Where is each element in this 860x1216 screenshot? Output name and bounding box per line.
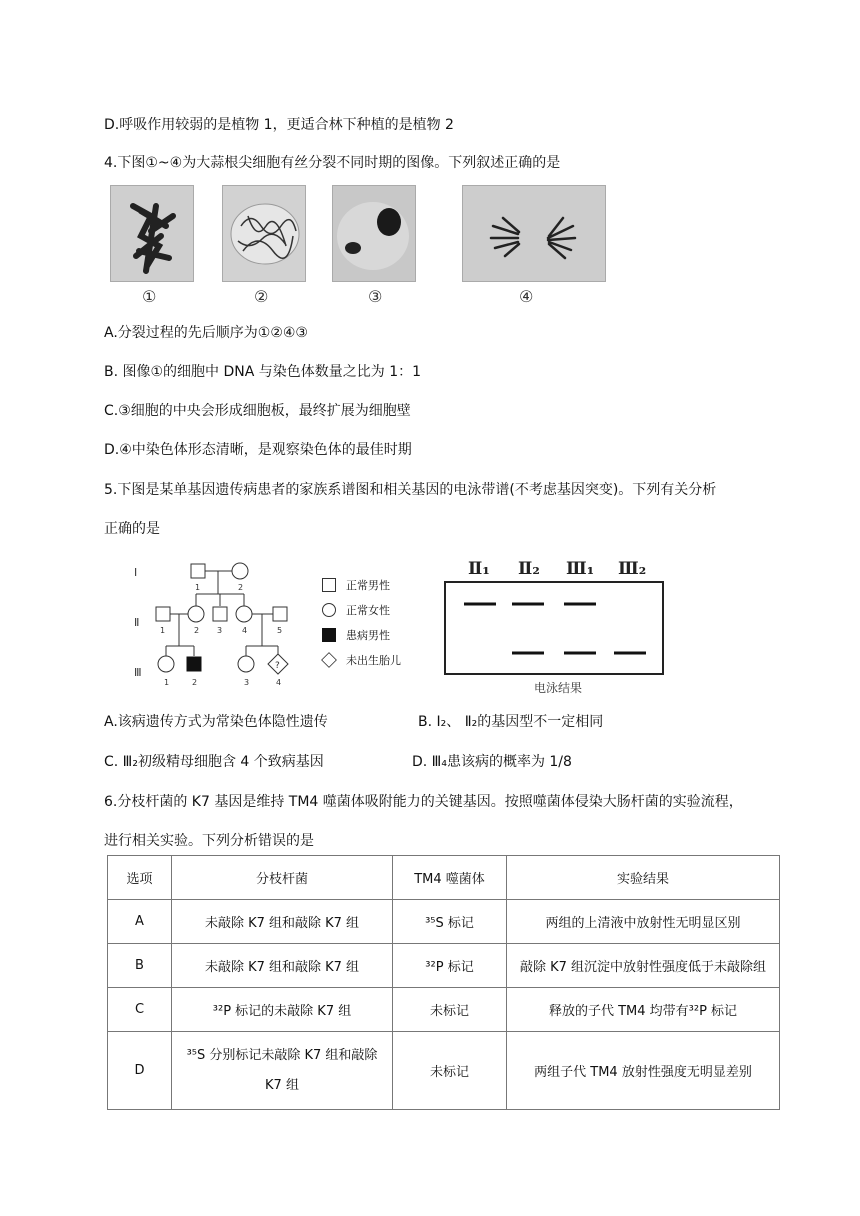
ped-I1	[191, 564, 205, 578]
ped-II4-num: 4	[242, 626, 248, 635]
gel-lane-label-2: Ⅱ₂	[518, 559, 540, 579]
ped-I2	[232, 563, 248, 579]
micrograph-1	[110, 185, 194, 282]
q5-stem-line1: 5.下图是某单基因遗传病患者的家族系谱图和相关基因的电泳带谱(不考虑基因突变)。下列有关分析	[104, 482, 717, 498]
header-bacteria: 分枝杆菌	[172, 856, 393, 900]
legend-unborn	[322, 647, 442, 672]
q5-option-a: A.该病遗传方式为常染色体隐性遗传	[104, 714, 328, 730]
cell-phage: 未标记	[393, 1032, 507, 1110]
ped-III4-mark: ?	[275, 661, 280, 671]
header-option: 选项	[108, 856, 172, 900]
ped-II2-num: 2	[194, 626, 200, 635]
filled-square-icon	[322, 628, 336, 642]
q5-option-c: C. Ⅲ₂初级精母细胞含 4 个致病基因	[104, 754, 324, 770]
q6-stem-line2: 进行相关实验。下列分析错误的是	[104, 833, 314, 849]
cell-option: C	[108, 988, 172, 1032]
electrophoresis-gel	[438, 548, 670, 696]
legend-normal-male	[322, 572, 442, 597]
legend-label: 正常女性	[346, 603, 390, 617]
legend-label: 未出生胎儿	[346, 653, 401, 667]
cell-bacteria	[172, 1032, 393, 1110]
table-row	[108, 944, 780, 988]
gel-frame	[445, 582, 663, 674]
cell-result: 释放的子代 TM4 均带有³²P 标记	[507, 988, 780, 1032]
q4-option-c: C.③细胞的中央会形成细胞板，最终扩展为细胞壁	[104, 403, 411, 419]
q4-option-b: B. 图像①的细胞中 DNA 与染色体数量之比为 1：1	[104, 364, 422, 380]
diamond-icon	[321, 652, 337, 668]
q5-stem-line2: 正确的是	[104, 521, 160, 537]
q6-stem-line1: 6.分枝杆菌的 K7 基因是维持 TM4 噬菌体吸附能力的关键基因。按照噬菌体侵染大肠杆菌的实验流程，	[104, 794, 743, 810]
ped-II1	[156, 607, 170, 621]
ped-III2-num: 2	[192, 678, 198, 687]
pedigree-legend	[322, 572, 442, 672]
cell-result: 敲除 K7 组沉淀中放射性强度低于未敲除组	[507, 944, 780, 988]
micrograph-4	[462, 185, 606, 282]
table-header	[108, 856, 780, 900]
ped-II3-num: 3	[217, 626, 223, 635]
cell-option: A	[108, 900, 172, 944]
legend-label: 正常男性	[346, 578, 390, 592]
table-row	[108, 988, 780, 1032]
gen-label-1: Ⅰ	[134, 566, 138, 579]
q4-stem: 4.下图①~④为大蒜根尖细胞有丝分裂不同时期的图像。下列叙述正确的是	[104, 155, 561, 171]
cell-phage: 未标记	[393, 988, 507, 1032]
cell-bacteria-line1: ³⁵S 分别标记未敲除 K7 组和敲除	[186, 1047, 378, 1063]
table-row	[108, 1032, 780, 1110]
ped-III4-num: 4	[276, 678, 282, 687]
cell-phage: ³²P 标记	[393, 944, 507, 988]
ped-III3	[238, 656, 254, 672]
ped-III1-num: 1	[164, 678, 170, 687]
cell-bacteria: 未敲除 K7 组和敲除 K7 组	[172, 944, 393, 988]
cell-result: 两组的上清液中放射性无明显区别	[507, 900, 780, 944]
ped-II5	[273, 607, 287, 621]
ped-III1	[158, 656, 174, 672]
gen-label-2: Ⅱ	[134, 616, 140, 629]
header-result: 实验结果	[507, 856, 780, 900]
ped-II2	[188, 606, 204, 622]
square-icon	[322, 578, 336, 592]
ped-III2	[187, 657, 201, 671]
gel-lane-label-1: Ⅱ₁	[468, 559, 490, 579]
cell-bacteria: 未敲除 K7 组和敲除 K7 组	[172, 900, 393, 944]
circle-icon	[322, 603, 336, 617]
ped-II4	[236, 606, 252, 622]
q4-option-d: D.④中染色体形态清晰，是观察染色体的最佳时期	[104, 442, 412, 458]
legend-normal-female	[322, 597, 442, 622]
cell-bacteria: ³²P 标记的未敲除 K7 组	[172, 988, 393, 1032]
cell-option: D	[108, 1032, 172, 1110]
q5-option-b: B. I₂、 Ⅱ₂的基因型不一定相同	[418, 714, 604, 730]
ped-II3	[213, 607, 227, 621]
cell-result: 两组子代 TM4 放射性强度无明显差别	[507, 1032, 780, 1110]
micrograph-label-2: ②	[254, 287, 269, 306]
ped-I1-num: 1	[195, 583, 201, 592]
ped-II5-num: 5	[277, 626, 283, 635]
micrograph-label-3: ③	[368, 287, 383, 306]
q6-table	[107, 855, 780, 1110]
q5-option-d: D. Ⅲ₄患该病的概率为 1/8	[412, 754, 572, 770]
cell-bacteria-line2: K7 组	[265, 1077, 299, 1093]
micrograph-3	[332, 185, 416, 282]
gen-label-3: Ⅲ	[134, 666, 142, 679]
legend-label: 患病男性	[346, 628, 390, 642]
gel-lane-label-4: Ⅲ₂	[618, 559, 647, 579]
gel-lane-label-3: Ⅲ₁	[566, 559, 595, 579]
table-row	[108, 900, 780, 944]
ped-III3-num: 3	[244, 678, 250, 687]
gel-caption: 电泳结果	[534, 681, 583, 695]
cell-phage: ³⁵S 标记	[393, 900, 507, 944]
micrograph-label-4: ④	[519, 287, 534, 306]
cell-option: B	[108, 944, 172, 988]
micrograph-label-1: ①	[142, 287, 157, 306]
q4-option-a: A.分裂过程的先后顺序为①②④③	[104, 325, 308, 341]
micrograph-2	[222, 185, 306, 282]
header-phage: TM4 噬菌体	[393, 856, 507, 900]
q3-option-d: D.呼吸作用较弱的是植物 1，更适合林下种植的是植物 2	[104, 117, 454, 133]
legend-affected-male	[322, 622, 442, 647]
ped-I2-num: 2	[238, 583, 244, 592]
ped-II1-num: 1	[160, 626, 166, 635]
